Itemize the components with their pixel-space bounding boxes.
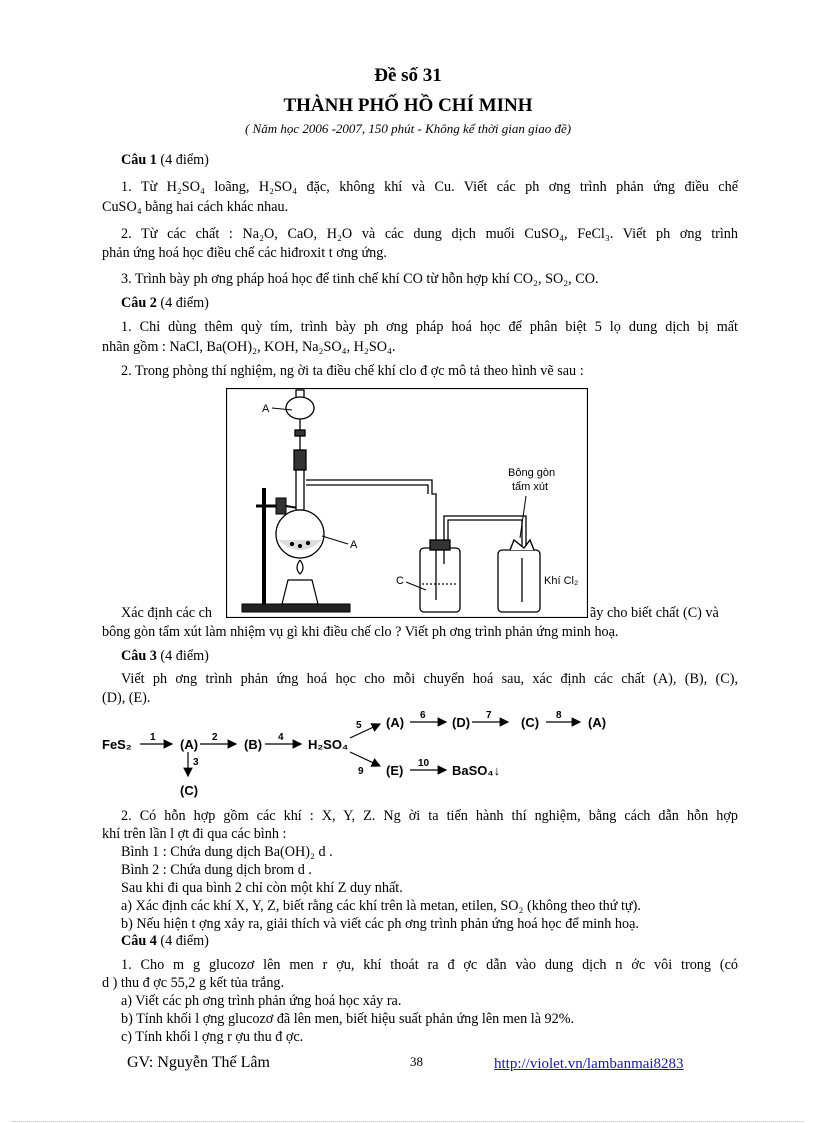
q4-heading [121,932,209,950]
q2-label: Câu 2 [121,295,157,311]
q3-label: Câu 3 [121,648,157,664]
exam-number: Đề số 31 [374,65,442,86]
q1-heading [121,151,209,169]
q2-heading [121,294,209,312]
q3-points: (4 điểm) [160,648,209,664]
q4-p1-line4: b) Tính khối l ợng glucozơ đã lên men, biết hiệu suất phản ứng lên men là 92%. [121,1011,575,1027]
q2-after-right: ãy cho biết chất (C) và [590,605,719,621]
q3-p2-line4: Bình 2 : Chứa dung dịch brom d . [121,862,312,878]
chain-b: (B) [244,737,263,752]
q3-p2-line5: Sau khi đi qua bình 2 chỉ còn một khí Z duy nhất. [121,880,403,896]
q3-p1-line2: (D), (E). [102,690,151,706]
q2-after-left: Xác định các ch [121,605,212,621]
label-cotton-1: Bông gòn [508,467,556,479]
q2-points: (4 điểm) [160,295,209,311]
chain-baso4: BaSO₄↓ [452,763,501,778]
chain-e: (E) [386,763,404,778]
chain-fes2: FeS₂ [102,737,132,752]
q4-p1-line1: 1. Cho m g glucozơ lên men r ợu, khí thoát ra đ ợc dẫn vào dung dịch n ớc vôi trong (có [121,957,738,973]
q2-after-line2: bông gòn tẩm xút làm nhiệm vụ gì khi điều chế clo ? Viết ph ơng trình phản ứng minh hoạ. [102,624,619,640]
wash-bottle-c [420,540,460,612]
footer-page-number: 38 [410,1054,423,1069]
q2-p2: 2. Trong phòng thí nghiệm, ng ời ta điều chế khí clo đ ợc mô tả theo hình vẽ sau : [121,363,584,379]
label-cotton-2: tẩm xút [512,481,549,493]
q1-p1-line2: CuSO₄ bằng hai cách khác nhau. [102,199,289,215]
chain-c-down: (C) [180,783,199,798]
q4-p1-line2: d ) thu đ ợc 55,2 g kết tủa trắng. [102,975,285,991]
q1-p3: 3. Trình bày ph ơng pháp hoá học để tinh chế khí CO từ hỗn hợp khí CO₂, SO₂, CO. [121,271,599,287]
q2-p1-line1: 1. Chỉ dùng thêm quỳ tím, trình bày ph ơng pháp hoá học để phân biệt 5 lọ dung dịch bị mất [121,319,738,335]
q3-p2-line3: Bình 1 : Chứa dung dịch Ba(OH)₂ d . [121,844,333,860]
chain-n6: 6 [420,710,426,721]
chain-n8: 8 [556,710,562,721]
chain-a-end: (A) [588,715,607,730]
exam-subtitle: ( Năm học 2006 -2007, 150 phút - Không kể thời gian giao đề) [244,121,572,136]
footer-link[interactable]: http://violet.vn/lambanmai8283 [494,1056,684,1072]
exam-city: THÀNH PHỐ HỒ CHÍ MINH [283,95,533,116]
q3-p2-line6: a) Xác định các khí X, Y, Z, biết rằng các khí trên là metan, etilen, SO₂ (không theo thứ tự). [121,898,641,914]
chain-h2so4: H₂SO₄ [308,737,349,752]
chain-n7: 7 [486,710,492,721]
chain-a1: (A) [180,737,199,752]
chlorine-apparatus-figure [226,388,588,618]
q1-p1-line1: 1. Từ H₂SO₄ loãng, H₂SO₄ đặc, không khí và Cu. Viết các ph ơng trình phản ứng điều chế [121,179,738,195]
q1-p2-line2: phản ứng hoá học điều chế các hiđroxit t ơng ứng. [102,245,387,261]
chain-n2: 2 [212,732,218,743]
chain-n3: 3 [193,757,199,768]
chain-c-top: (C) [521,715,540,730]
chain-n5: 5 [356,720,362,731]
chain-n4: 4 [278,732,284,743]
q4-p1-line3: a) Viết các ph ơng trình phản ứng hoá học xảy ra. [121,993,402,1009]
q1-label: Câu 1 [121,152,157,168]
q4-label: Câu 4 [121,933,157,949]
q4-points: (4 điểm) [160,933,209,949]
label-a-mid: A [350,539,358,551]
q2-p1-line2: nhãn gồm : NaCl, Ba(OH)₂, KOH, Na₂SO₄, H₂SO₄. [102,339,396,355]
collecting-bottle [498,540,540,612]
q3-p2-line1: 2. Có hỗn hợp gồm các khí : X, Y, Z. Ng ời ta tiến hành thí nghiệm, bằng cách dẫn hỗn hợp [121,808,738,824]
q3-heading [121,647,209,665]
label-gas: Khí Cl₂ [544,575,579,587]
page-bottom-divider [12,1121,804,1122]
q4-p1-line5: c) Tính khối l ợng r ợu thu đ ợc. [121,1029,304,1045]
chain-n10: 10 [418,758,430,769]
chain-d: (D) [452,715,471,730]
q3-p1-line1: Viết ph ơng trình phản ứng hoá học cho mỗi chuyển hoá sau, xác định các chất (A), (B), (C), [121,671,738,687]
footer-teacher: GV: Nguyễn Thế Lâm [127,1054,270,1071]
label-c: C [396,575,404,587]
label-a-top: A [262,403,270,415]
q1-p2-line1: 2. Từ các chất : Na₂O, CaO, H₂O và các dung dịch muối CuSO₄, FeCl₃. Viết ph ơng trình [121,226,738,242]
q3-p2-line2: khí trên lần l ợt đi qua các bình : [102,826,287,842]
chain-n1: 1 [150,732,156,743]
q3-p2-line7: b) Nếu hiện t ợng xảy ra, giải thích và viết các ph ơng trình phản ứng hoá học để minh hoạ. [121,916,639,932]
chain-a-top: (A) [386,715,405,730]
q1-points: (4 điểm) [160,152,209,168]
chain-n9: 9 [358,766,364,777]
